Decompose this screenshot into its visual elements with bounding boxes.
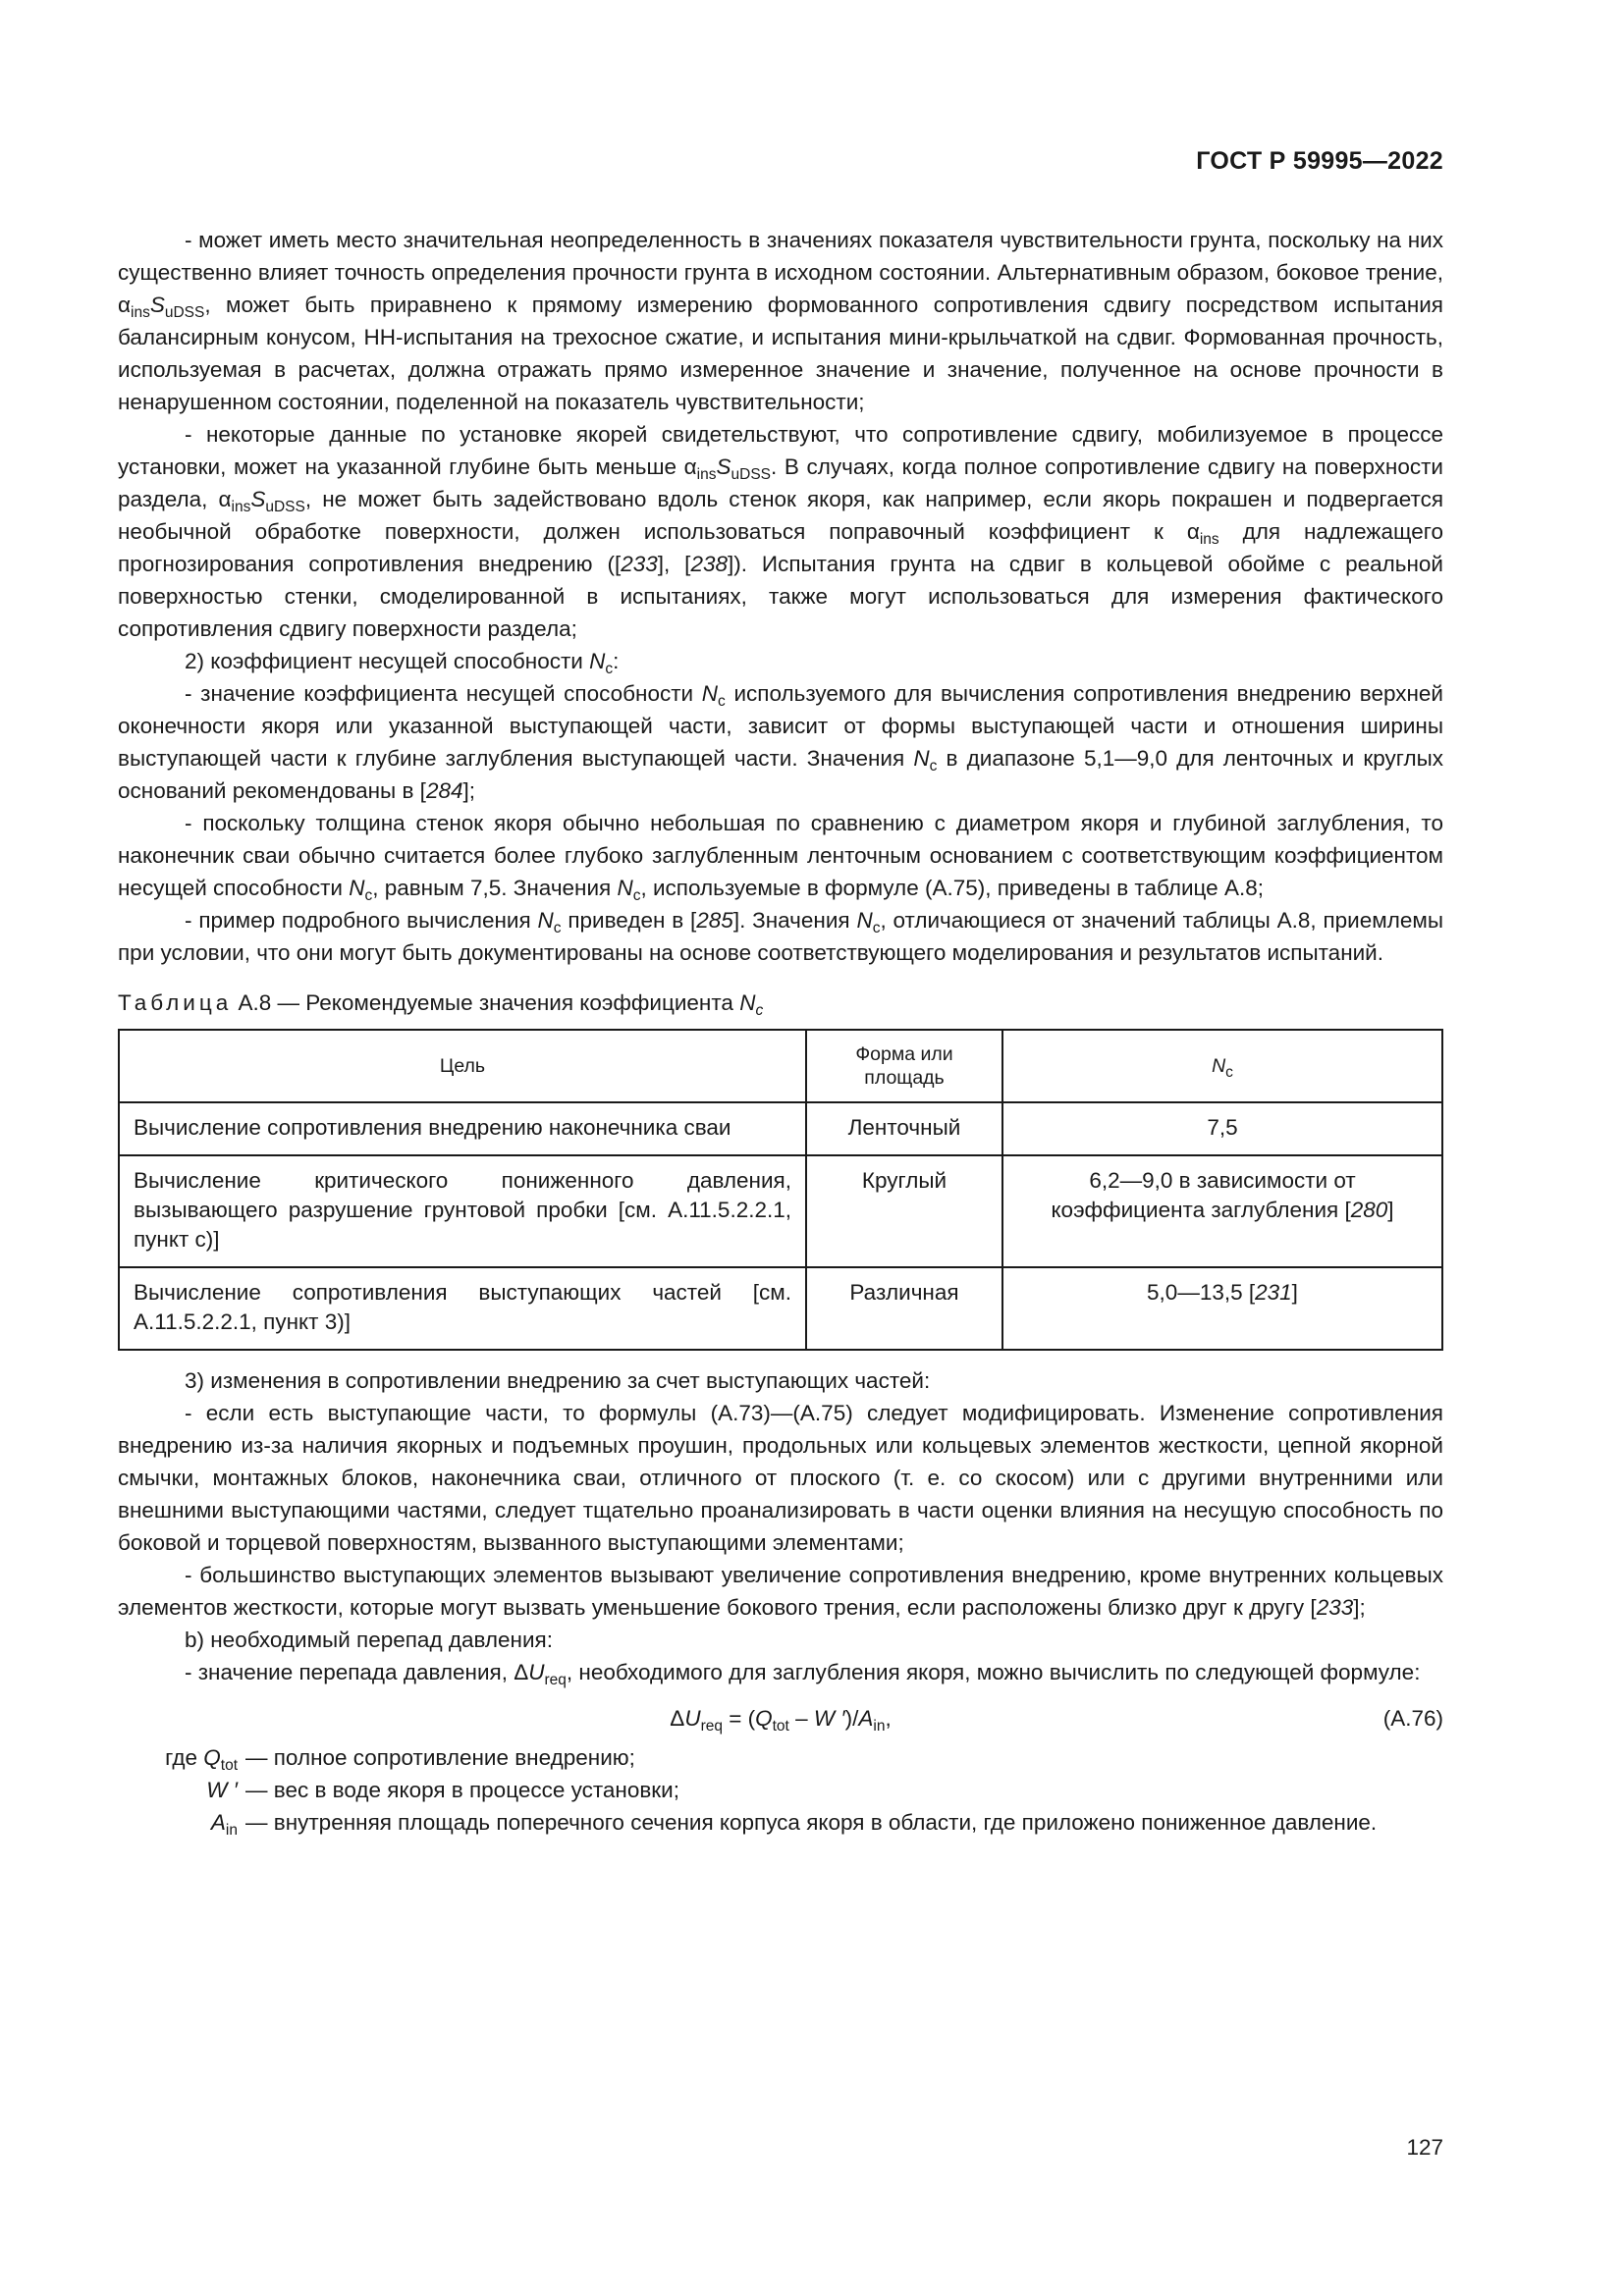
header-goal: Цель bbox=[119, 1030, 806, 1102]
page-number: 127 bbox=[1406, 2135, 1443, 2160]
reference-285: 285 bbox=[696, 908, 733, 933]
paragraph-sensitivity: - может иметь место значительная неопределенность в значениях показателя чувствительности грунта, поскольку на них существенно влияет точность определения прочности грунта в исходном состоянии. Альтернативным образом, боковое трение, $\alpha_{ins}S_{uDSS}$, может быть приравнено к прямому измерению формованного сопротивления сдвигу посредством испытания балансирным конусом, НН-испытания на трехосное сжатие, и испытания мини-крыльчаткой на сдвиг. Формованная прочность, используемая в расчетах, должна отражать прямо измеренное значение и значение, полученное на основе прочности в ненарушенном состоянии, поделенной на показатель чувствительности; bbox=[118, 228, 1443, 414]
standard-header: ГОСТ Р 59995—2022 bbox=[1196, 147, 1443, 175]
definition-qtot: где $Q_{tot}$ — полное сопротивление внедрению; bbox=[165, 1745, 635, 1774]
table-header-row bbox=[119, 1030, 1442, 1102]
table-row bbox=[119, 1267, 1442, 1350]
paragraph-installation-data: - некоторые данные по установке якорей свидетельствуют, что сопротивление сдвигу, мобилизуемое в процессе установки, может на указанной глубине быть меньше $\alpha_{ins}S_{uDSS}$. В случаях, когда полное сопротивление сдвигу на поверхности раздела, $\alpha_{ins}S_{uDSS}$, не может быть задействовано вдоль стенок якоря, как например, если якорь покрашен и подвергается необычной обработке поверхности, должен использоваться поправочный коэффициент к $\alpha_{ins}$ для надлежащего прогнозирования сопротивления внедрению ([233], [238]). Испытания грунта на сдвиг в кольцевой обойме с реальной поверхностью стенки, смоделированной в испытаниях, также могут использоваться для измерения фактического сопротивления сдвигу поверхности раздела; bbox=[118, 422, 1443, 641]
reference-238: 238 bbox=[690, 552, 728, 576]
paragraph-protrusions-heading: 3) изменения в сопротивлении внедрению за счет выступающих частей: bbox=[185, 1368, 931, 1393]
document-body bbox=[118, 224, 1443, 1839]
paragraph-bearing-coefficient-value: - значение коэффициента несущей способности $N_c$ используемого для вычисления сопротивления внедрению верхней оконечности якоря или указанной выступающей части, зависит от формы выступающей части и отношения ширины выступающей части к глубине заглубления выступающей части. Значения $N_c$ в диапазоне 5,1—9,0 для ленточных и круглых оснований рекомендованы в [284]; bbox=[118, 681, 1444, 803]
paragraph-wall-thickness: - поскольку толщина стенок якоря обычно небольшая по сравнению с диаметром якоря и глубиной заглубления, то наконечник сваи обычно считается более глубоко заглубленным ленточным основанием с соответствующим коэффициентом несущей способности $N_c$, равным 7,5. Значения $N_c$, используемые в формуле (А.75), приведены в таблице А.8; bbox=[118, 811, 1443, 904]
formula-a76 bbox=[118, 1696, 1443, 1741]
table-caption: Таблица А.8 — Рекомендуемые значения коэффициента $N_c$ bbox=[118, 990, 764, 1019]
row-value: 6,2—9,0 в зависимости от коэффициента заглубления [280] bbox=[1002, 1155, 1442, 1267]
reference-284: 284 bbox=[425, 778, 463, 803]
row-form: Ленточный bbox=[806, 1102, 1002, 1155]
table-row bbox=[119, 1155, 1442, 1267]
row-form: Различная bbox=[806, 1267, 1002, 1350]
reference-280: 280 bbox=[1350, 1198, 1388, 1222]
formula-expression: $\Delta U_{req} = (Q_{tot} - W$ $')/A_{in}$, bbox=[670, 1706, 892, 1735]
paragraph-pressure-heading: b) необходимый перепад давления: bbox=[185, 1628, 553, 1652]
paragraph-protrusions-effect: - большинство выступающих элементов вызывают увеличение сопротивления внедрению, кроме внутренних кольцевых элементов жесткости, которые могут вызвать уменьшение бокового трения, если расположены близко друг к другу [233]; bbox=[118, 1563, 1443, 1620]
paragraph-calculation-example: - пример подробного вычисления $N_c$ приведен в [285]. Значения $N_c$, отличающиеся от значений таблицы А.8, приемлемы при условии, что они могут быть документированы на основе соответствующего моделирования и результатов испытаний. bbox=[118, 908, 1444, 965]
paragraph-pressure-value: - значение перепада давления, $\Delta U_{req}$, необходимого для заглубления якоря, можно вычислить по следующей формуле: bbox=[185, 1660, 1421, 1688]
table-row bbox=[119, 1102, 1442, 1155]
row-value: 7,5 bbox=[1002, 1102, 1442, 1155]
row-goal: Вычисление сопротивления выступающих частей [см. А.11.5.2.2.1, пункт 3)] bbox=[119, 1267, 806, 1350]
formula-number: (А.76) bbox=[1382, 1706, 1443, 1731]
definition-w: W ′ — вес в воде якоря в процессе установки; bbox=[206, 1778, 679, 1802]
row-form: Круглый bbox=[806, 1155, 1002, 1267]
paragraph-bearing-coefficient-heading: 2) коэффициент несущей способности $N_c$: bbox=[185, 649, 620, 677]
reference-233: 233 bbox=[1316, 1595, 1354, 1620]
reference-233: 233 bbox=[621, 552, 658, 576]
coefficient-table bbox=[118, 1029, 1443, 1351]
row-goal: Вычисление критического пониженного давления, вызывающего разрушение грунтовой пробки [см. А.11.5.2.2.1, пункт с)] bbox=[119, 1155, 806, 1267]
header-nc: $N_c$ bbox=[1002, 1030, 1442, 1102]
paragraph-protrusions-formulas: - если есть выступающие части, то формулы (А.73)—(А.75) следует модифицировать. Изменение сопротивления внедрению из-за наличия якорных и подъемных проушин, продольных или кольцевых элементов жесткости, цепной якорной смычки, монтажных блоков, наконечника сваи, отличного от плоского (т. е. со скосом) или с другими внутренними или внешними выступающими частями, следует тщательно проанализировать в части оценки влияния на несущую способность по боковой и торцевой поверхностям, вызванного выступающими элементами; bbox=[118, 1401, 1443, 1555]
reference-231: 231 bbox=[1255, 1280, 1292, 1305]
definition-ain: $A_{in}$ — внутренняя площадь поперечного сечения корпуса якоря в области, где приложено пониженное давление. bbox=[210, 1810, 1378, 1839]
header-form: Форма или площадь bbox=[806, 1030, 1002, 1102]
row-value: 5,0—13,5 [231] bbox=[1002, 1267, 1442, 1350]
row-goal: Вычисление сопротивления внедрению наконечника сваи bbox=[119, 1102, 806, 1155]
